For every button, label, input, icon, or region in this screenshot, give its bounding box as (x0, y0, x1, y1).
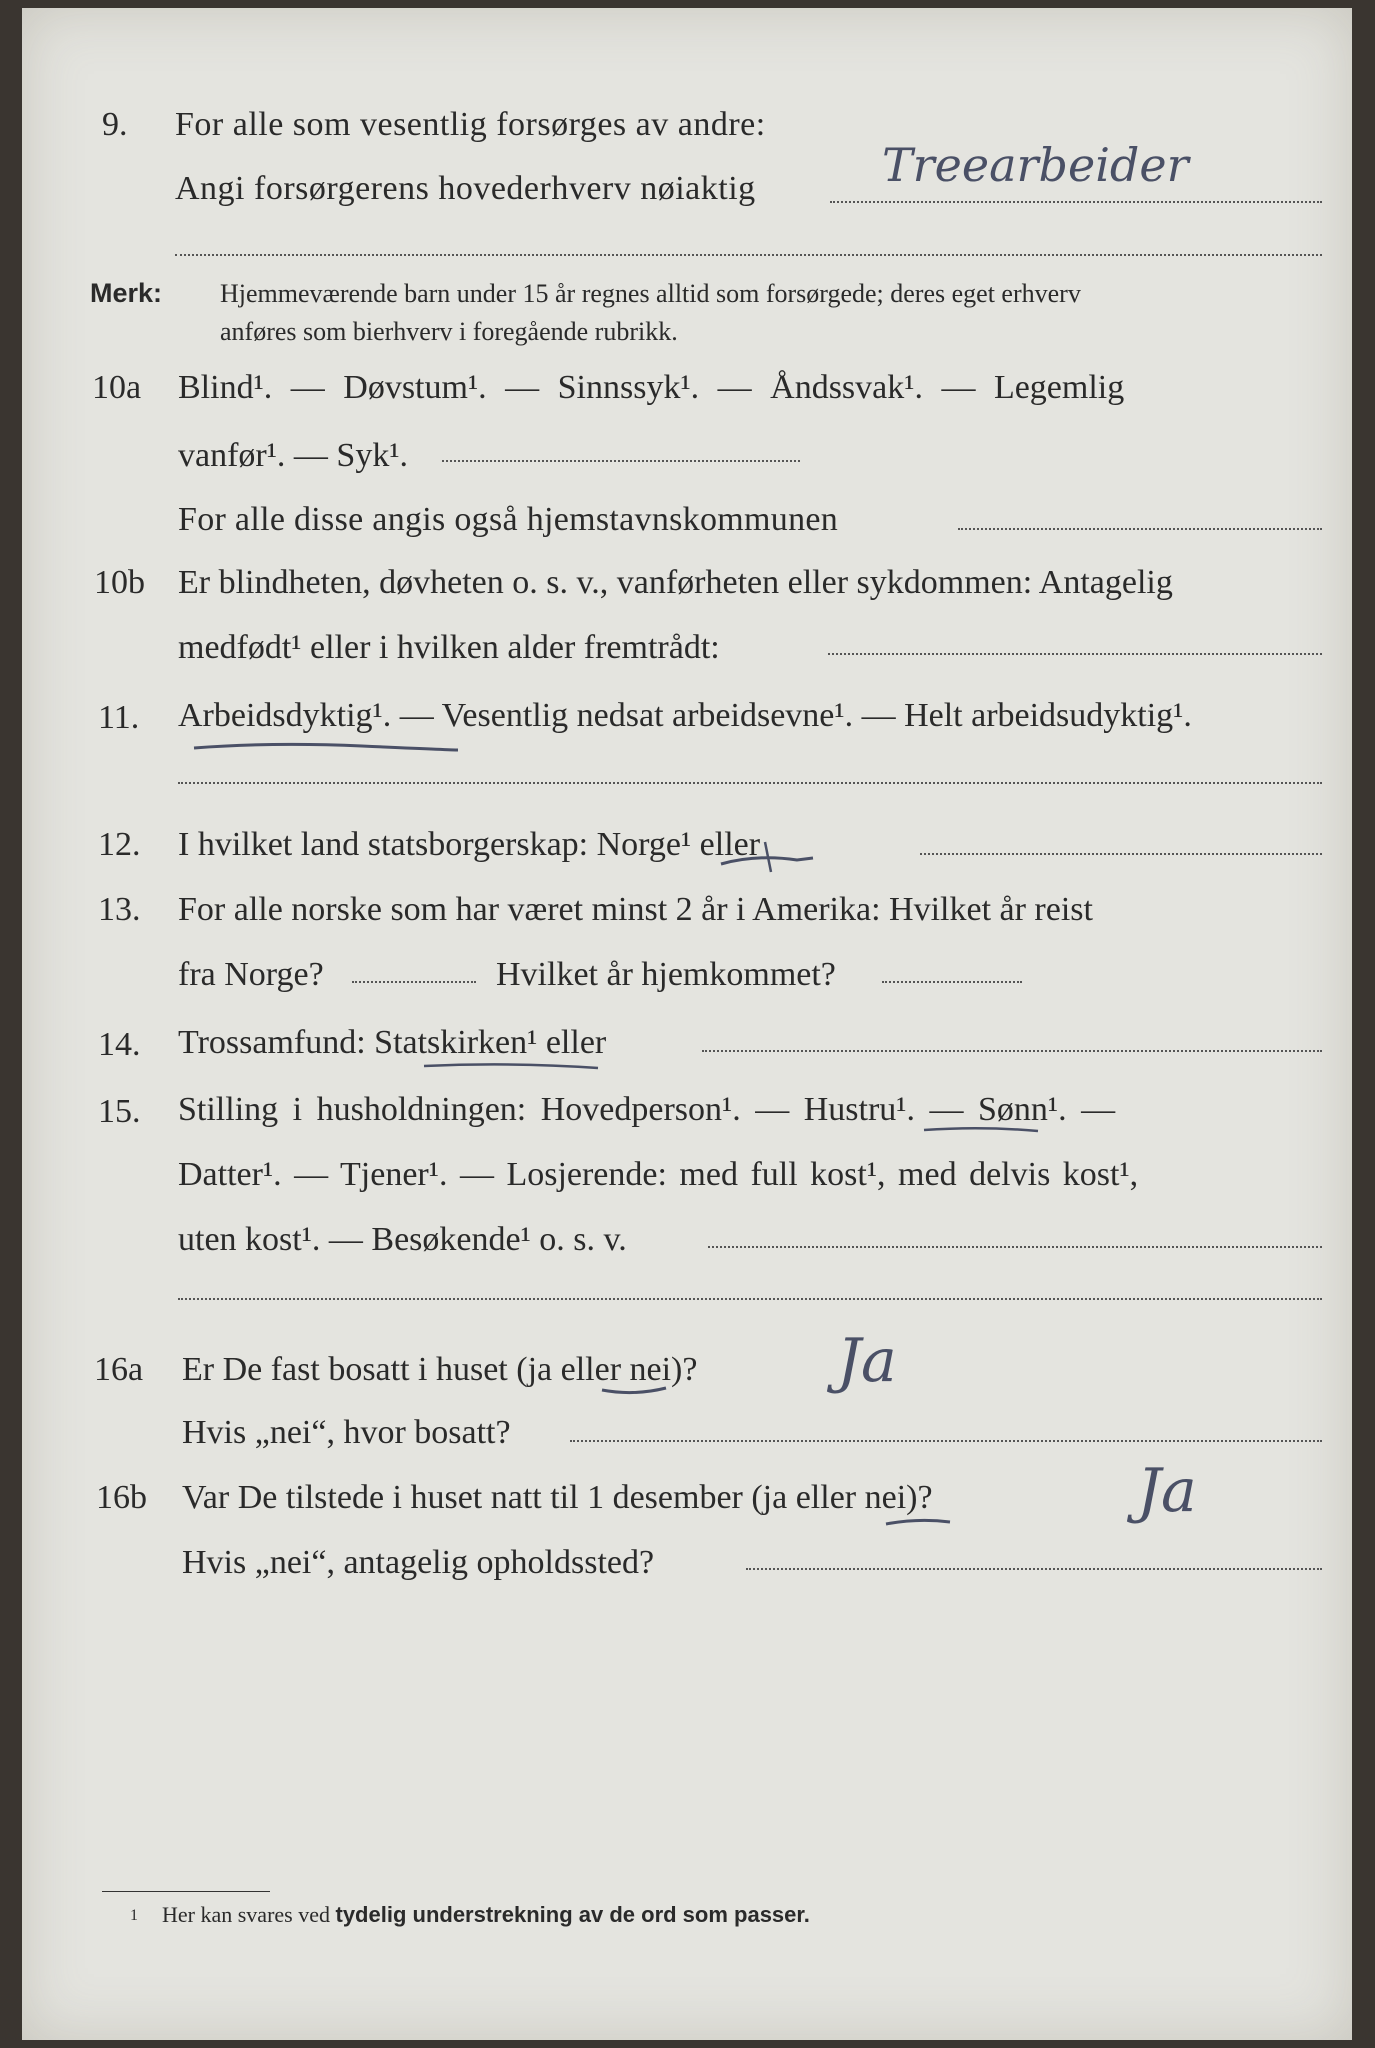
q14-answer-line (702, 1050, 1322, 1052)
q16b-handwritten-answer: Ja (1137, 1456, 1197, 1526)
q10a-number: 10a (92, 369, 142, 406)
q11-extra-line (178, 782, 1322, 784)
q16b-number: 16b (96, 1479, 147, 1516)
q16a-line2: Hvis „nei“, hvor bosatt? (182, 1414, 511, 1451)
q15-line1: Stilling i husholdningen: Hovedperson¹. — Hustru¹. — Sønn¹. — (178, 1091, 1116, 1128)
q16b-line2: Hvis „nei“, antagelig opholdssted? (182, 1544, 655, 1581)
q16a-line1: Er De fast bosatt i huset (ja eller nei)? (182, 1351, 698, 1388)
q10b-answer-line (828, 653, 1322, 655)
merk-line2: anføres som bierhverv i foregående rubrikk. (220, 317, 678, 346)
q15-number: 15. (98, 1093, 141, 1130)
q13-number: 13. (98, 891, 141, 928)
q13-return-line (882, 981, 1022, 983)
q16a-answer-line (570, 1440, 1322, 1442)
q12-underline-mark (717, 836, 827, 876)
q12-number: 12. (98, 826, 141, 863)
q16b-line1: Var De tilstede i huset natt til 1 desember (ja eller nei)? (182, 1479, 933, 1516)
q10a-line1: Blind¹. — Døvstum¹. — Sinnssyk¹. — Åndssvak¹. — Legemlig (178, 369, 1125, 406)
q15-line3: uten kost¹. — Besøkende¹ o. s. v. (178, 1221, 627, 1258)
footnote-rule (102, 1891, 270, 1892)
q9-answer-line (830, 201, 1322, 203)
q11-number: 11. (98, 699, 140, 736)
q16a-underline-mark (600, 1384, 670, 1398)
q14-underline-mark (422, 1060, 602, 1074)
footnote-mark: 1 (130, 1907, 138, 1924)
q12-line1: I hvilket land statsborgerskap: Norge¹ eller (178, 826, 761, 863)
q16a-number: 16a (94, 1351, 144, 1388)
q13-departure-line (352, 981, 476, 983)
q10b-line2: medfødt¹ eller i hvilken alder fremtrådt: (178, 629, 720, 666)
q14-number: 14. (98, 1026, 141, 1063)
q9-line2: Angi forsørgerens hovederhverv nøiaktig (175, 170, 756, 207)
q13-line2a: fra Norge? (178, 956, 324, 993)
q13-line1: For alle norske som har været minst 2 år i Amerika: Hvilket år reist (178, 891, 1093, 928)
q14-line1: Trossamfund: Statskirken¹ eller (178, 1024, 607, 1061)
q10a-municipality-line (958, 528, 1322, 530)
q10a-line3: For alle disse angis også hjemstavnskommunen (178, 501, 839, 538)
q9-number: 9. (102, 106, 128, 143)
footnote-text-bold: tydelig understrekning av de ord som passer. (335, 1902, 810, 1927)
q10a-line2: vanfør¹. — Syk¹. (178, 437, 409, 474)
q15-underline-mark (922, 1124, 1042, 1138)
q10a-answer-line (442, 460, 800, 462)
q16a-handwritten-answer: Ja (837, 1326, 897, 1396)
census-form-page (22, 8, 1352, 2040)
q9-line1: For alle som vesentlig forsørges av andre: (175, 106, 766, 143)
q11-underline-mark (192, 738, 462, 758)
q11-line1: Arbeidsdyktig¹. — Vesentlig nedsat arbeidsevne¹. — Helt arbeidsudyktig¹. (178, 697, 1192, 734)
q15-line2: Datter¹. — Tjener¹. — Losjerende: med full kost¹, med delvis kost¹, (178, 1156, 1139, 1193)
q10b-number: 10b (94, 564, 145, 601)
merk-line1: Hjemmeværende barn under 15 år regnes alltid som forsørgede; deres eget erhverv (220, 279, 1081, 308)
q12-answer-line (920, 853, 1322, 855)
q9-extra-line (175, 254, 1322, 256)
q16b-underline-mark (884, 1516, 954, 1530)
q16b-answer-line (746, 1568, 1322, 1570)
merk-label: Merk: (90, 278, 163, 308)
q15-answer-line (708, 1246, 1322, 1248)
q9-handwritten-answer: Treearbeider (882, 138, 1189, 192)
footnote-text-plain: Her kan svares ved (162, 1902, 330, 1927)
q15-extra-line (178, 1298, 1322, 1300)
q10b-line1: Er blindheten, døvheten o. s. v., vanførheten eller sykdommen: Antagelig (178, 564, 1173, 601)
q13-line2b: Hvilket år hjemkommet? (496, 956, 836, 993)
footnote-text (162, 1901, 810, 1929)
